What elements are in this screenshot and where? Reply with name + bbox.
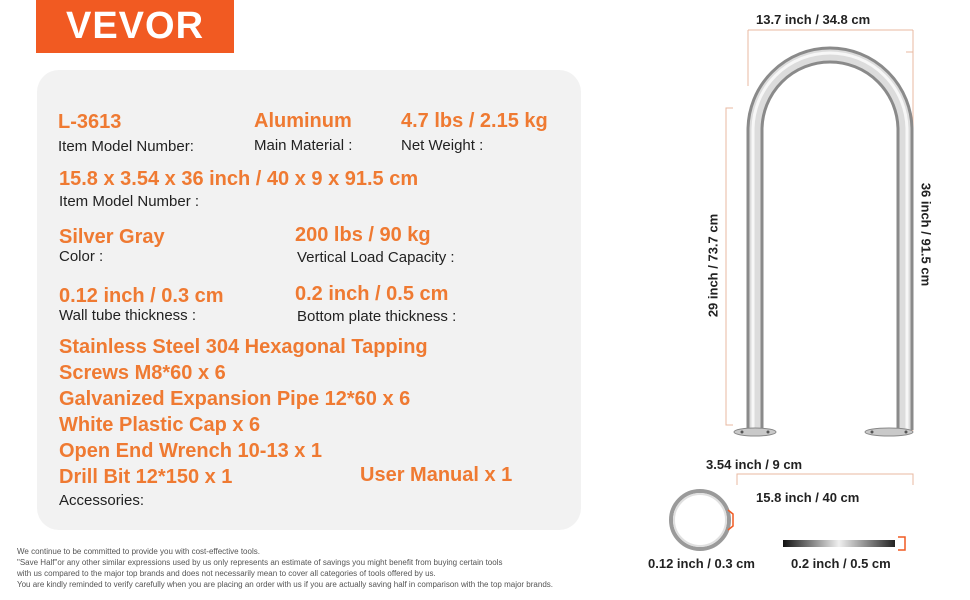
- plate-thickness-label: Bottom plate thickness :: [297, 308, 457, 325]
- top-width-label: 13.7 inch / 34.8 cm: [756, 12, 871, 27]
- weight-value: 4.7 lbs / 2.15 kg: [401, 110, 548, 132]
- dimensions-label: Item Model Number :: [59, 193, 200, 210]
- accessories-label: Accessories:: [59, 492, 145, 509]
- wall-thickness-label: Wall tube thickness :: [59, 307, 196, 324]
- weight-label: Net Weight :: [401, 137, 484, 154]
- footer-line: You are kindly reminded to verify carefully when you are placing an order with us if you are actually saving half in comparison with the top major brands.: [17, 580, 553, 589]
- plate-thickness-bar: [783, 540, 895, 547]
- rack-tube: [755, 55, 905, 430]
- tube-thickness-label: 0.12 inch / 0.3 cm: [648, 556, 755, 571]
- color-value: Silver Gray: [59, 226, 165, 248]
- load-label: Vertical Load Capacity :: [297, 249, 455, 266]
- vevor-logo: VEVOR: [36, 0, 234, 53]
- accessory-item: Screws M8*60 x 6: [59, 362, 226, 384]
- accessory-item: White Plastic Cap x 6: [59, 414, 261, 436]
- material-value: Aluminum: [254, 110, 352, 132]
- accessory-item: Stainless Steel 304 Hexagonal Tapping: [59, 336, 428, 358]
- footer-line: "Save Half"or any other similar expressions used by us only represents an estimate of savings you might benefit from buying certain tools: [17, 558, 503, 567]
- accessory-item: Drill Bit 12*150 x 1: [59, 466, 233, 488]
- total-height-label: 36 inch / 91.5 cm: [918, 182, 934, 287]
- model-label: Item Model Number:: [58, 138, 194, 155]
- inner-height-label: 29 inch / 73.7 cm: [705, 213, 721, 318]
- color-label: Color :: [59, 248, 104, 265]
- user-manual-item: User Manual x 1: [360, 464, 513, 486]
- model-value: L-3613: [58, 111, 122, 133]
- plate-width-label: 3.54 inch / 9 cm: [706, 457, 803, 472]
- footer-line: We continue to be committed to provide you with cost-effective tools.: [17, 547, 260, 556]
- dimensions-value: 15.8 x 3.54 x 36 inch / 40 x 9 x 91.5 cm: [59, 168, 419, 190]
- accessory-item: Open End Wrench 10-13 x 1: [59, 440, 323, 462]
- material-label: Main Material :: [254, 137, 353, 154]
- footer-line: with us compared to the major top brands and does not necessarily mean to cover all categories of tools offered by us.: [17, 569, 436, 578]
- plate-thickness-value: 0.2 inch / 0.5 cm: [295, 283, 449, 305]
- load-value: 200 lbs / 90 kg: [295, 224, 431, 246]
- tube-cross-section-icon: [671, 491, 733, 549]
- base-width-label: 15.8 inch / 40 cm: [756, 490, 860, 505]
- wall-thickness-value: 0.12 inch / 0.3 cm: [59, 285, 224, 307]
- left-base-plate: [734, 428, 776, 436]
- plate-thickness-dim-label: 0.2 inch / 0.5 cm: [791, 556, 891, 571]
- accessory-item: Galvanized Expansion Pipe 12*60 x 6: [59, 388, 411, 410]
